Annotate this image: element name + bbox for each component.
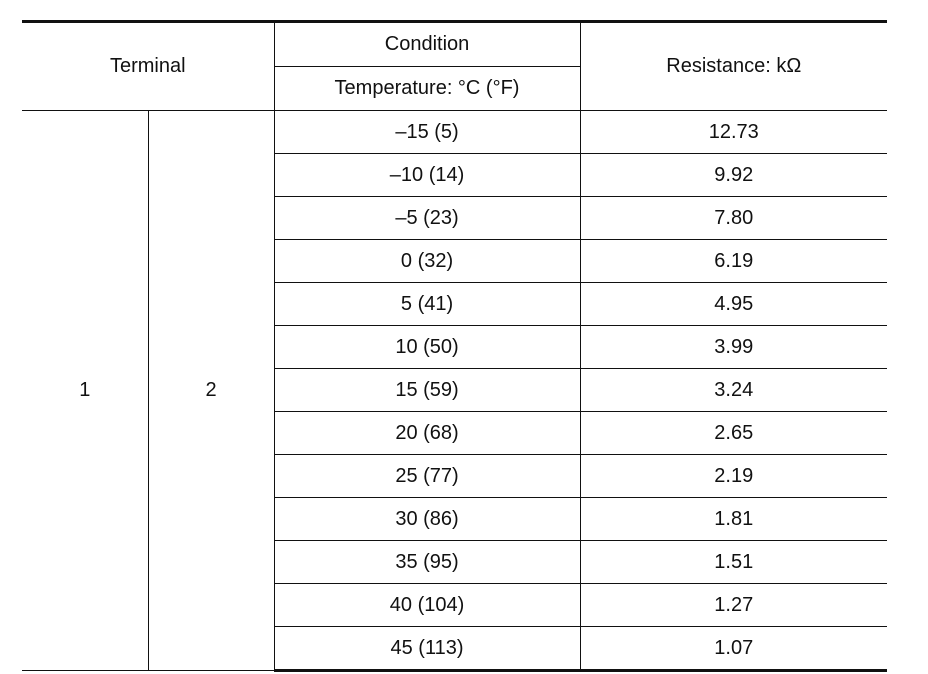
resistance-cell: 4.95: [580, 283, 887, 326]
header-row: [22, 22, 887, 67]
resistance-cell: 2.19: [580, 455, 887, 498]
resistance-spec-table: [22, 20, 887, 672]
temperature-cell: 35 (95): [274, 541, 580, 584]
resistance-cell: 12.73: [580, 111, 887, 154]
terminal-a-cell: 1: [22, 111, 148, 671]
terminal-b-cell: 2: [148, 111, 274, 671]
resistance-cell: 1.81: [580, 498, 887, 541]
temperature-cell: –10 (14): [274, 154, 580, 197]
temperature-cell: 15 (59): [274, 369, 580, 412]
temperature-cell: 5 (41): [274, 283, 580, 326]
resistance-cell: 1.51: [580, 541, 887, 584]
temperature-cell: 0 (32): [274, 240, 580, 283]
temperature-header: Temperature: °C (°F): [274, 67, 580, 111]
temperature-cell: –5 (23): [274, 197, 580, 240]
resistance-cell: 1.27: [580, 584, 887, 627]
resistance-cell: 7.80: [580, 197, 887, 240]
temperature-cell: 20 (68): [274, 412, 580, 455]
table-body: [22, 22, 887, 671]
temperature-cell: 10 (50): [274, 326, 580, 369]
resistance-cell: 2.65: [580, 412, 887, 455]
condition-header: Condition: [274, 22, 580, 67]
resistance-cell: 9.92: [580, 154, 887, 197]
table-row: [22, 111, 887, 154]
resistance-header: Resistance: kΩ: [580, 22, 887, 111]
temperature-cell: 30 (86): [274, 498, 580, 541]
terminal-header: Terminal: [22, 22, 274, 111]
resistance-cell: 3.24: [580, 369, 887, 412]
temperature-cell: 25 (77): [274, 455, 580, 498]
resistance-cell: 6.19: [580, 240, 887, 283]
temperature-cell: –15 (5): [274, 111, 580, 154]
temperature-cell: 45 (113): [274, 627, 580, 671]
resistance-cell: 1.07: [580, 627, 887, 671]
resistance-cell: 3.99: [580, 326, 887, 369]
temperature-cell: 40 (104): [274, 584, 580, 627]
